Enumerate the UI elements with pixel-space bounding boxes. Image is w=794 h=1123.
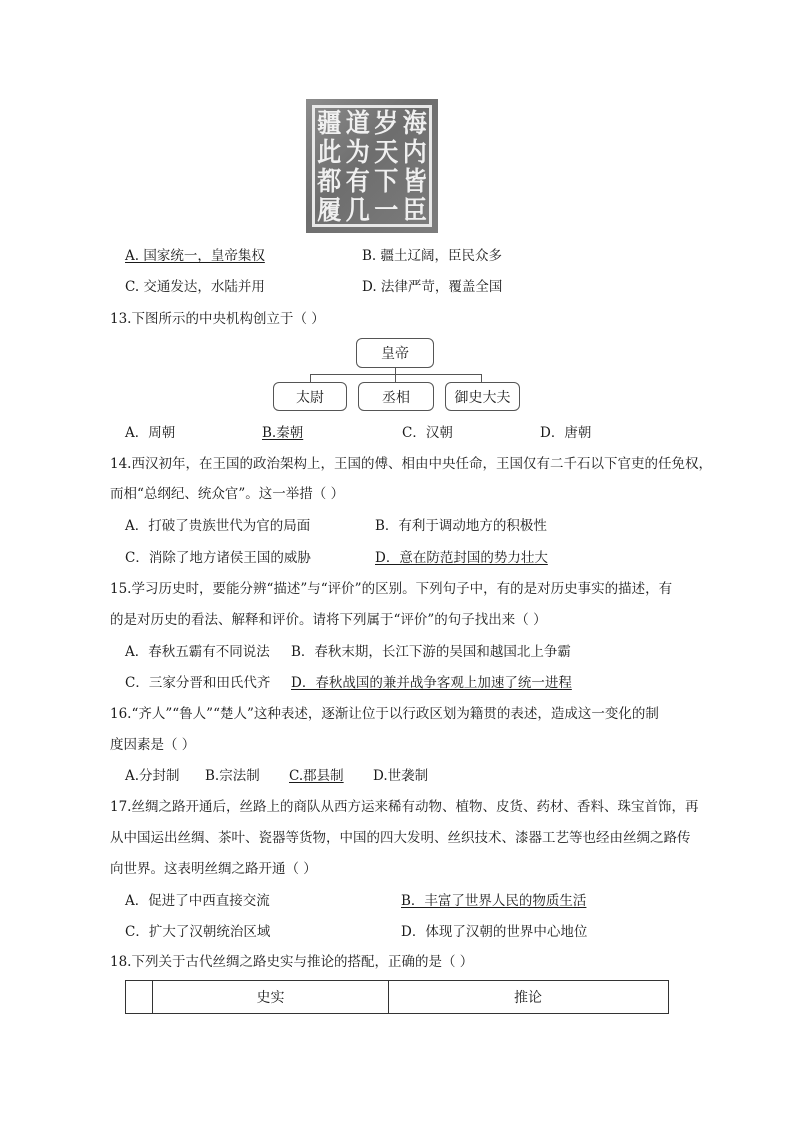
seal-character: 道 xyxy=(345,107,370,138)
q13-option-a[interactable]: A．周朝 xyxy=(125,425,176,441)
seal-character: 履 xyxy=(317,194,342,225)
q17-stem-line3: 向世界。这表明丝绸之路开通（ ） xyxy=(110,861,317,877)
q15-option-b[interactable]: B．春秋末期，长江下游的吴国和越国北上争霸 xyxy=(291,644,571,660)
q14-option-b[interactable]: B．有利于调动地方的积极性 xyxy=(375,518,547,534)
seal-character: 下 xyxy=(374,165,399,196)
seal-character: 有 xyxy=(345,165,370,196)
q13-option-d[interactable]: D．唐朝 xyxy=(540,425,592,441)
q13-option-c[interactable]: C．汉朝 xyxy=(402,425,453,441)
q16-option-b[interactable]: B.宗法制 xyxy=(205,768,260,784)
seal-character: 疆 xyxy=(317,107,342,138)
q12-option-c[interactable]: C. 交通发达，水陆并用 xyxy=(125,279,265,295)
q16-stem-line1: 16.“齐人”“鲁人”“楚人”这种表述，逐渐让位于以行政区划为籍贯的表述，造成这一变化的制 xyxy=(110,706,659,722)
q16-option-d[interactable]: D.世袭制 xyxy=(373,768,429,784)
q14-option-a[interactable]: A．打破了贵族世代为官的局面 xyxy=(125,518,311,534)
seal-character: 一 xyxy=(374,194,399,225)
seal-character: 天 xyxy=(374,136,399,167)
q16-option-c[interactable]: C.郡县制 xyxy=(289,768,344,784)
org-chart-emperor xyxy=(356,338,434,368)
org-chart-connector xyxy=(481,374,482,382)
q12-option-a[interactable]: A. 国家统一，皇帝集权 xyxy=(125,248,265,264)
q12-option-b[interactable]: B. 疆土辽阔，臣民众多 xyxy=(362,248,503,264)
org-chart-connector xyxy=(395,374,396,382)
seal-character: 海 xyxy=(402,107,427,138)
seal-image xyxy=(306,99,438,233)
seal-grid xyxy=(312,105,432,227)
org-chart-emperor-label: 皇帝 xyxy=(381,346,409,362)
q14-option-c[interactable]: C．消除了地方诸侯王国的威胁 xyxy=(125,550,311,566)
q17-stem-line1: 17.丝绸之路开通后，丝路上的商队从西方运来稀有动物、植物、皮货、药材、香料、珠宝首饰，再 xyxy=(110,799,699,815)
org-chart-taiwei xyxy=(273,382,347,411)
org-chart-taiwei-label: 太尉 xyxy=(296,389,324,406)
q18-table xyxy=(125,980,669,1014)
q12-option-d[interactable]: D. 法律严苛，覆盖全国 xyxy=(362,279,503,295)
q17-option-c[interactable]: C．扩大了汉朝统治区域 xyxy=(125,924,271,940)
q17-stem-line2: 从中国运出丝绸、茶叶、瓷器等货物，中国的四大发明、丝织技术、漆器工艺等也经由丝绸之路传 xyxy=(110,830,691,846)
q17-option-a[interactable]: A．促进了中西直接交流 xyxy=(125,893,270,909)
q17-option-d[interactable]: D．体现了汉朝的世界中心地位 xyxy=(401,924,588,940)
q15-option-d[interactable]: D．春秋战国的兼并战争客观上加速了统一进程 xyxy=(291,675,572,691)
q16-stem-line2: 度因素是（ ） xyxy=(110,737,196,753)
seal-character: 皆 xyxy=(402,165,427,196)
q15-stem-line1: 15.学习历史时，要能分辨“描述”与“评价”的区别。下列句子中，有的是对历史事实的描述，有 xyxy=(110,581,673,597)
seal-character: 为 xyxy=(345,136,370,167)
q13-option-b[interactable]: B.秦朝 xyxy=(262,425,304,441)
q14-stem-line2: 而相“总纲纪、统众官”。这一举措（ ） xyxy=(110,486,345,502)
q16-option-a[interactable]: A.分封制 xyxy=(125,768,180,784)
seal-character: 臣 xyxy=(402,194,427,225)
seal-character: 几 xyxy=(345,194,370,225)
org-chart-yushidafu-label: 御史大夫 xyxy=(454,389,511,406)
q15-stem-line2: 的是对历史的看法、解释和评价。请将下列属于“评价”的句子找出来（ ） xyxy=(110,612,547,628)
org-chart-chengxiang xyxy=(358,382,434,411)
org-chart-connector xyxy=(310,374,311,382)
q15-option-a[interactable]: A．春秋五霸有不同说法 xyxy=(125,644,270,660)
q18-table-header-fact: 史实 xyxy=(153,981,389,1013)
seal-character: 岁 xyxy=(374,107,399,138)
q18-table-header-inference: 推论 xyxy=(514,990,542,1006)
org-chart-chengxiang-label: 丞相 xyxy=(382,389,410,406)
q15-option-c[interactable]: C．三家分晋和田氏代齐 xyxy=(125,675,271,691)
q17-option-b[interactable]: B．丰富了世界人民的物质生活 xyxy=(401,893,587,909)
seal-character: 内 xyxy=(402,136,427,167)
org-chart-yushidafu xyxy=(445,382,520,411)
q13-stem: 13.下图所示的中央机构创立于（ ） xyxy=(110,311,325,327)
q14-option-d[interactable]: D．意在防范封国的势力壮大 xyxy=(375,550,548,566)
seal-character: 都 xyxy=(317,165,342,196)
q14-stem-line1: 14.西汉初年，在王国的政治架构上，王国的傅、相由中央任命，王国仅有二千石以下官吏的任免权， xyxy=(110,456,712,472)
seal-character: 此 xyxy=(317,136,342,167)
q18-table-header-blank xyxy=(126,981,153,1013)
q18-stem: 18.下列关于古代丝绸之路史实与推论的搭配，正确的是（ ） xyxy=(110,954,474,970)
